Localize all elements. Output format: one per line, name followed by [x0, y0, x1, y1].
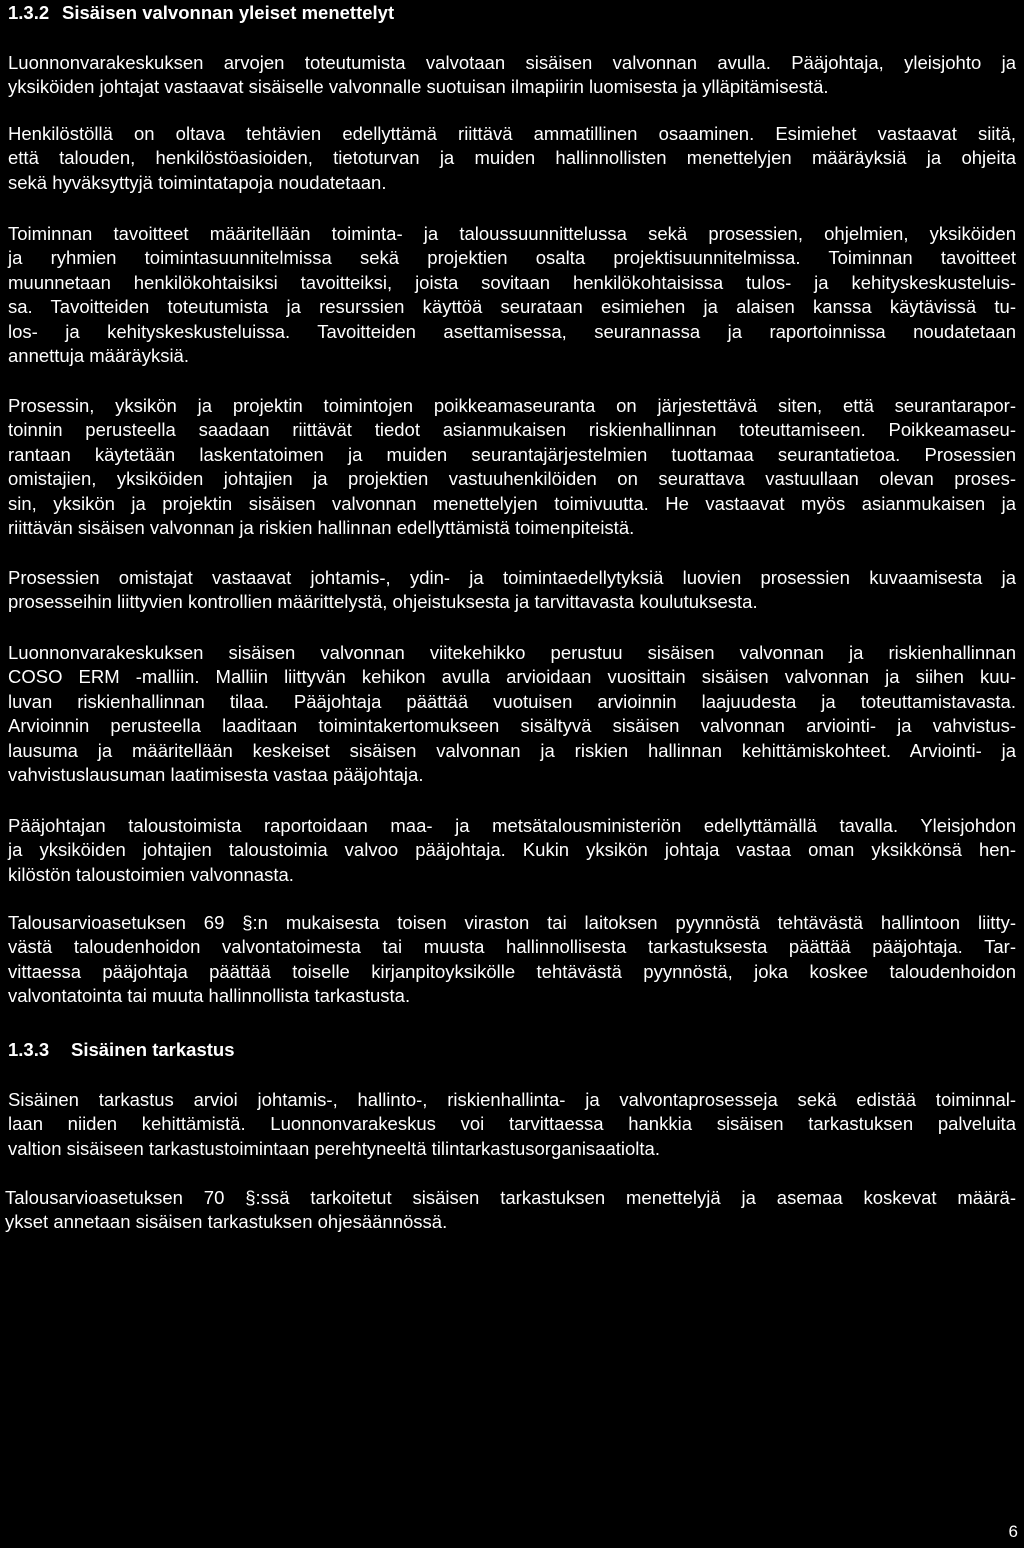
paragraph — [8, 51, 1016, 100]
paragraph — [8, 641, 1016, 787]
paragraph — [8, 1088, 1016, 1161]
paragraph-line: ykset annetaan sisäisen tarkastuksen ohjesäännössä. — [5, 1211, 448, 1233]
paragraph-line: Henkilöstöllä on oltava tehtävien edellyttämä riittävä ammatillinen osaaminen. Esimiehet vastaavat siitä, — [8, 123, 1016, 144]
paragraph — [8, 122, 1016, 195]
paragraph-line: Talousarvioasetuksen 69 §:n mukaisesta toisen viraston tai laitoksen pyynnöstä tehtävästä hallintoon liitty- — [8, 912, 1016, 933]
section-number: 1.3.3 — [8, 1039, 50, 1060]
paragraph-line: Prosessien omistajat vastaavat johtamis-, ydin- ja toimintaedellytyksiä luovien prosessien kuvaamisesta ja — [8, 567, 1016, 588]
paragraph-line: valtion sisäiseen tarkastustoimintaan perehtyneeltä tilintarkastusorganisaatiolta. — [8, 1137, 660, 1159]
paragraph-line: Pääjohtajan taloustoimista raportoidaan maa- ja metsätalousministeriön edellyttämällä tavalla. Yleisjohdon — [8, 815, 1016, 836]
paragraph — [8, 566, 1016, 615]
section-title: Sisäisen valvonnan yleiset menettelyt — [62, 2, 395, 23]
paragraph-line: rantaan käytetään laskentatoimen ja muiden seurantajärjestelmien tuottamaa seurantatietoa. Prosessien — [8, 443, 1016, 465]
paragraph-line: sa. Tavoitteiden toteutumista ja resurssien käyttöä seurataan esimiehen ja alaisen kanssa käytävissä tu- — [8, 296, 1016, 318]
paragraph-line: kilöstön taloustoimien valvonnasta. — [8, 863, 294, 885]
paragraph-line: Luonnonvarakeskuksen arvojen toteutumista valvotaan sisäisen valvonnan avulla. Pääjohtaja, yleisjohto ja — [8, 52, 1016, 73]
paragraph-line: riittävän sisäisen valvonnan ja riskien hallinnan edellyttämistä toimenpiteistä. — [8, 517, 635, 539]
paragraph-line: annettuja määräyksiä. — [8, 345, 189, 367]
section-heading-1-3-3 — [8, 1038, 235, 1062]
paragraph-line: los- ja kehityskeskusteluissa. Tavoitteiden asettamisessa, seurannassa ja raportoinnissa noudatetaan — [8, 320, 1016, 342]
paragraph — [5, 1186, 1016, 1235]
paragraph-line: Prosessin, yksikön ja projektin toimintojen poikkeamaseuranta on järjestettävä siten, että seurantarapor- — [8, 395, 1016, 416]
paragraph-line: sekä hyväksyttyjä toimintatapoja noudatetaan. — [8, 171, 387, 193]
paragraph-line: yksiköiden johtajat vastaavat sisäiselle valvonnalle suotuisan ilmapiirin luomisesta ja ylläpitämisestä. — [8, 76, 829, 98]
section-number: 1.3.2 — [8, 2, 50, 23]
paragraph-line: COSO ERM -malliin. Malliin liittyvän kehikon avulla arvioidaan vuosittain sisäisen valvonnan ja siihen kuu- — [8, 666, 1016, 688]
paragraph-line: ja ryhmien toimintasuunnitelmissa sekä projektien osalta projektisuunnitelmissa. Toiminnan tavoitteet — [8, 247, 1016, 269]
paragraph — [8, 911, 1016, 1009]
section-heading-1-3-2 — [8, 1, 394, 25]
paragraph-line: laan niiden kehittämistä. Luonnonvarakeskus voi tarvittaessa hankkia sisäisen tarkastuksen palveluita — [8, 1113, 1016, 1135]
paragraph-line: valvontatointa tai muuta hallinnollista tarkastusta. — [8, 985, 411, 1007]
paragraph-line: västä taloudenhoidon valvontatoimesta tai muusta hallinnollisesta tarkastuksesta päättää pääjohtaja. Tar- — [8, 936, 1016, 958]
paragraph-line: vahvistuslausuman laatimisesta vastaa pääjohtaja. — [8, 764, 424, 786]
paragraph-line: Luonnonvarakeskuksen sisäisen valvonnan viitekehikko perustuu sisäisen valvonnan ja riskienhallinnan — [8, 642, 1016, 663]
paragraph — [8, 394, 1016, 540]
paragraph-line: muunnetaan henkilökohtaisiksi tavoitteiksi, joista sovitaan henkilökohtaisissa tulos- ja kehityskeskusteluis- — [8, 271, 1016, 293]
paragraph-line: lausuma ja määritellään keskeiset sisäisen valvonnan ja riskien hallinnan kehittämiskohteet. Arviointi- ja — [8, 739, 1016, 761]
paragraph-line: omistajien, yksiköiden johtajien ja projektien vastuuhenkilöiden on seurattava vastuullaan olevan proses- — [8, 468, 1016, 490]
paragraph-line: luvan riskienhallinnan tilaa. Pääjohtaja päättää vuotuisen arvioinnin laajuudesta ja toteuttamistavasta. — [8, 690, 1016, 712]
paragraph — [8, 222, 1016, 368]
paragraph-line: prosesseihin liittyvien kontrollien määrittelystä, ohjeistuksesta ja tarvittavasta koulutuksesta. — [8, 591, 758, 613]
paragraph-line: Toiminnan tavoitteet määritellään toiminta- ja taloussuunnittelussa sekä prosessien, ohjelmien, yksiköiden — [8, 223, 1016, 244]
page-number: 6 — [1008, 1522, 1018, 1541]
paragraph-line: Sisäinen tarkastus arvioi johtamis-, hallinto-, riskienhallinta- ja valvontaprosesseja sekä edistää toiminnal- — [8, 1089, 1016, 1110]
paragraph-line: toinnin perusteella saadaan riittävät tiedot asianmukaisen riskienhallinnan toteuttamiseen. Poikkeamaseu- — [8, 419, 1016, 441]
paragraph-line: että talouden, henkilöstöasioiden, tietoturvan ja muiden hallinnollisten menettelyjen määräyksiä ja ohjeita — [8, 147, 1016, 169]
paragraph-line: Arvioinnin perusteella laaditaan toimintakertomukseen sisältyvä sisäisen valvonnan arviointi- ja vahvistus- — [8, 715, 1016, 737]
paragraph-line: ja yksiköiden johtajien taloustoimia valvoo pääjohtaja. Kukin yksikön johtaja vastaa oman yksikkönsä hen- — [8, 839, 1016, 861]
paragraph-line: vittaessa pääjohtaja päättää toiselle kirjanpitoyksikölle tehtävästä pyynnöstä, joka koskee taloudenhoidon — [8, 960, 1016, 982]
paragraph-line: Talousarvioasetuksen 70 §:ssä tarkoitetut sisäisen tarkastuksen menettelyjä ja asemaa koskevat määrä- — [5, 1187, 1016, 1208]
paragraph — [8, 814, 1016, 887]
paragraph-line: sin, yksikön ja projektin sisäisen valvonnan menettelyjen toimivuutta. He vastaavat myös asianmukaisen ja — [8, 492, 1016, 514]
section-title: Sisäinen tarkastus — [71, 1039, 235, 1060]
